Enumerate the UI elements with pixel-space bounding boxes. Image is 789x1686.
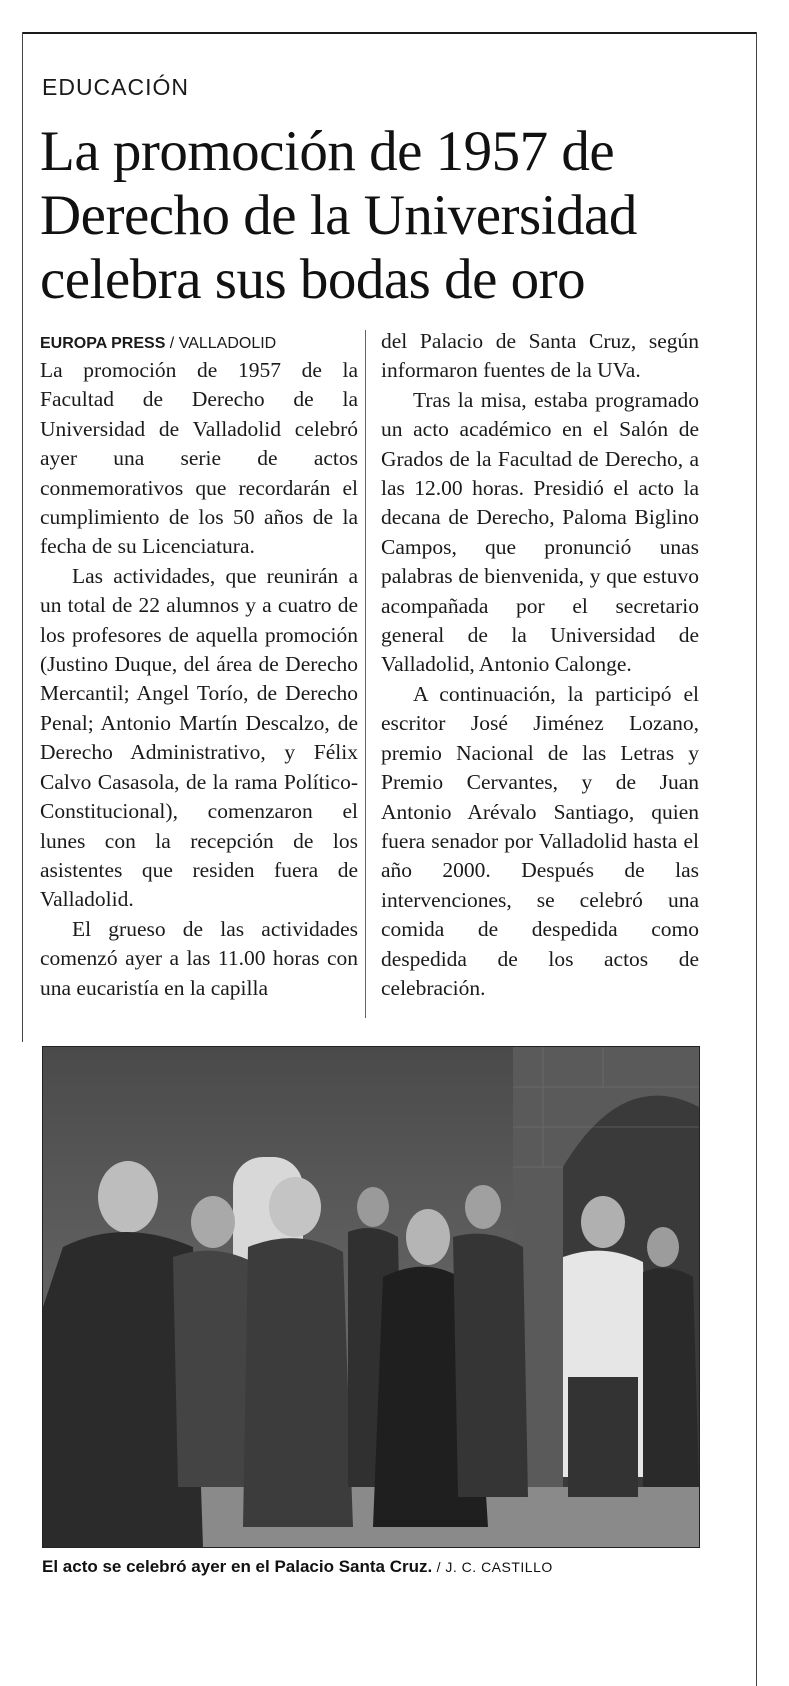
article-column-left [40, 335, 358, 1003]
photo-credit: / J. C. CASTILLO [432, 1559, 553, 1575]
caption-text: El acto se celebró ayer en el Palacio Santa Cruz. [42, 1557, 433, 1576]
headline: La promoción de 1957 de Derecho de la Universidad celebra sus bodas de oro [40, 120, 637, 311]
left-rule [22, 32, 23, 1042]
photo-illustration [43, 1047, 699, 1547]
byline-agency: EUROPA PRESS [40, 335, 166, 352]
paragraph: La promoción de 1957 de la Facultad de Derecho de la Universidad de Valladolid celebró ayer una serie de actos conmemorativos que recordarán el cumplimiento de los 50 años de la fecha de su Licenciatura. [40, 358, 358, 559]
byline-location: VALLADOLID [178, 335, 277, 352]
top-rule [22, 32, 756, 34]
news-photo [42, 1046, 700, 1548]
article-column-right [381, 327, 699, 1003]
paragraph: del Palacio de Santa Cruz, según informaron fuentes de la UVa. [381, 329, 699, 383]
byline-separator: / [165, 335, 179, 352]
section-label: EDUCACIÓN [42, 74, 190, 100]
paragraph: Las actividades, que reunirán a un total de 22 alumnos y a cuatro de los profesores de aquella promoción (Justino Duque, del área de Derecho Mercantil; Angel Torío, de Derecho Penal; Antonio Martín Descalzo, de Derecho Administrativo, y Félix Calvo Casasola, de la rama Político-Constitucional), comenzaron el lunes con la recepción de los asistentes que residen fuera de Valladolid. [40, 563, 358, 912]
column-divider [365, 330, 366, 1018]
paragraph: El grueso de las actividades comenzó ayer a las 11.00 horas con una eucaristía en la capilla [40, 916, 358, 1000]
paragraph: Tras la misa, estaba programado un acto académico en el Salón de Grados de la Facultad de Derecho, a las 12.00 horas. Presidió el acto la decana de Derecho, Paloma Biglino Campos, que pronunció unas palabras de bienvenida, y que estuvo acompañada por el secretario general de la Universidad de Valladolid, Antonio Calonge. [381, 387, 699, 677]
right-rule [756, 32, 757, 1686]
byline [40, 332, 276, 356]
photo-caption [42, 1557, 742, 1577]
paragraph: A continuación, la participó el escritor José Jiménez Lozano, premio Nacional de las Letras y Premio Cervantes, y de Juan Antonio Arévalo Santiago, quien fuera senador por Valladolid hasta el año 2000. Después de las intervenciones, se celebró una comida de despedida como despedida de los actos de celebración. [381, 681, 699, 1000]
